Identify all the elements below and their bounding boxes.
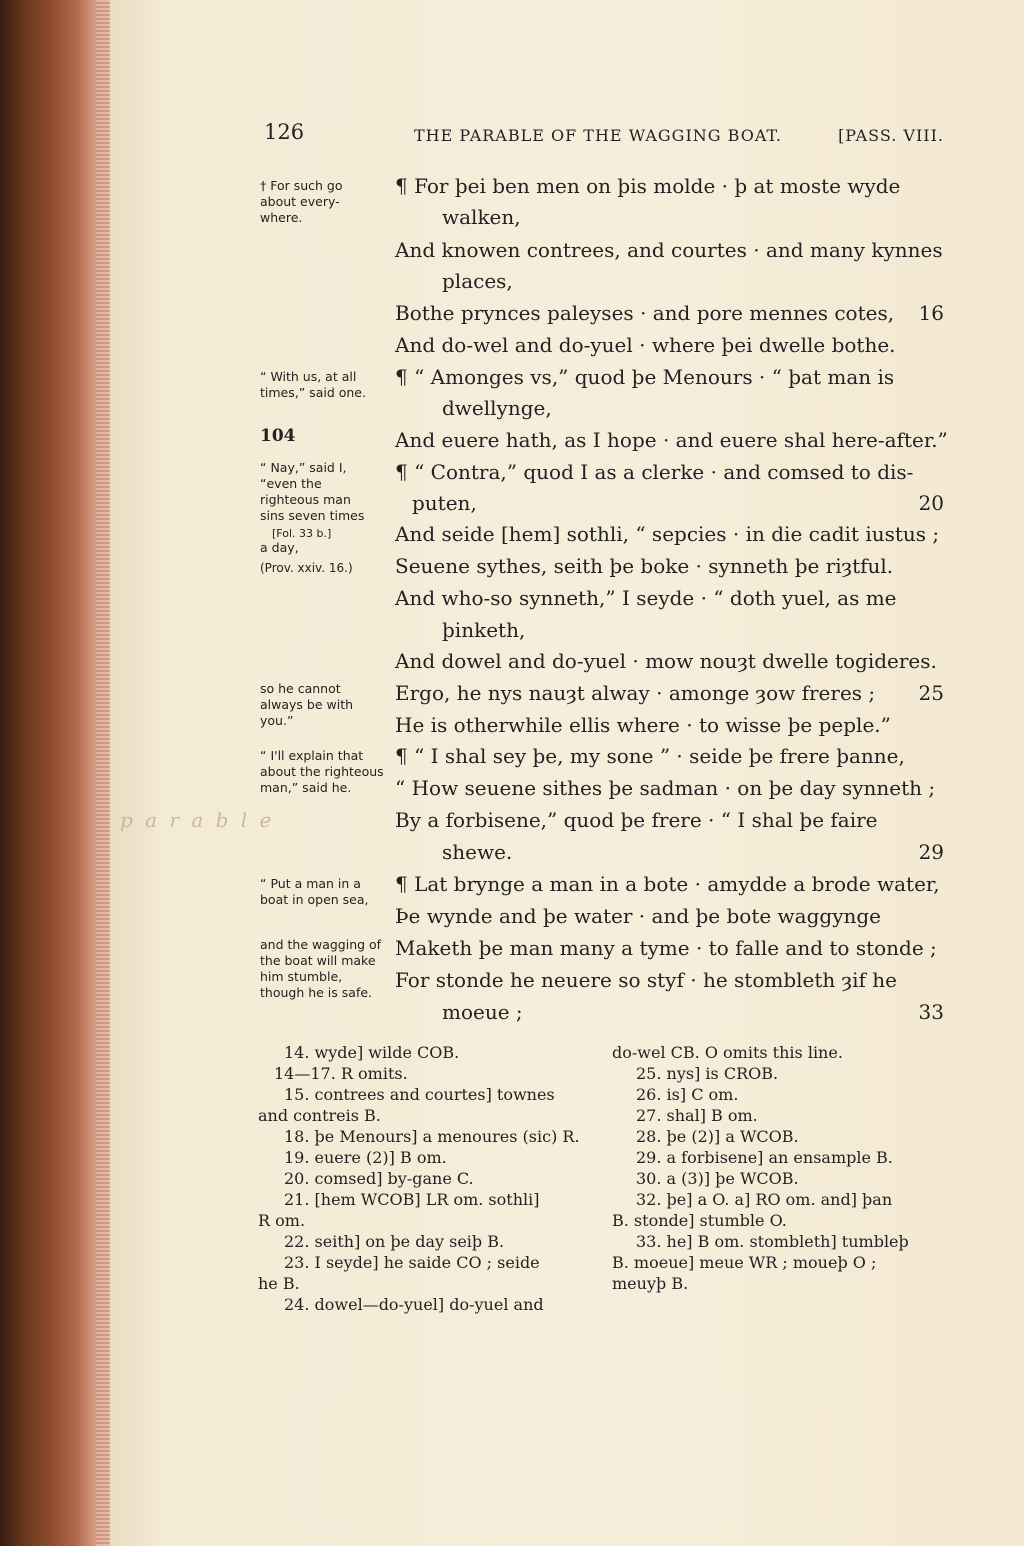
line-number: 16 xyxy=(918,301,944,325)
line-number: 20 xyxy=(918,491,944,515)
note-line: 33. he] B om. stombleth] tumbleþ xyxy=(636,1232,909,1251)
note-line: 21. [hem WCOB] LR om. sothli] xyxy=(284,1190,540,1209)
verse-line: Ergo, he nys nauȝt alway · amonge ȝow freres ; xyxy=(395,681,876,705)
handwritten-marginalia: p a r a b l e xyxy=(120,808,275,832)
page-edges xyxy=(96,0,110,1546)
note-line: 32. þe] a O. a] RO om. and] þan xyxy=(636,1190,893,1209)
verse-line: shewe. xyxy=(442,840,513,864)
verse-line: For stonde he neuere so styf · he stombleth ȝif he xyxy=(395,968,897,992)
sidenote: “ With us, at all times,” said one. xyxy=(260,369,366,400)
note-line: B. stonde] stumble O. xyxy=(612,1211,787,1230)
note-line: 18. þe Menours] a menoures (sic) R. xyxy=(284,1127,580,1146)
verse-line: Maketh þe man many a tyme · to falle and to stonde ; xyxy=(395,936,937,960)
verse-line: walken, xyxy=(442,205,521,229)
sidenote-folio: [Fol. 33 b.] xyxy=(272,527,332,540)
verse-line: And dowel and do-yuel · mow nouȝt dwelle togideres. xyxy=(395,649,937,673)
verse-line: places, xyxy=(442,269,513,293)
verse-line: dwellynge, xyxy=(442,396,552,420)
note-line: 29. a forbisene] an ensample B. xyxy=(636,1148,893,1167)
note-line: 20. comsed] by-gane C. xyxy=(284,1169,474,1188)
verse-line: And who-so synneth,” I seyde · “ doth yuel, as me xyxy=(395,586,897,610)
note-line: 30. a (3)] þe WCOB. xyxy=(636,1169,799,1188)
sidenote: so he cannot always be with you.” xyxy=(260,681,354,728)
passage-label: [PASS. VIII. xyxy=(838,126,944,145)
running-title: THE PARABLE OF THE WAGGING BOAT. xyxy=(414,126,782,145)
verse-line: ¶ For þei ben men on þis molde · þ at moste wyde xyxy=(395,174,901,198)
page-number: 126 xyxy=(264,120,305,144)
verse-line: Seuene sythes, seith þe boke · synneth þe riȝtful. xyxy=(395,554,894,578)
line-number: 25 xyxy=(918,681,944,705)
note-line: do-wel CB. O omits this line. xyxy=(612,1043,843,1062)
note-line: 26. is] C om. xyxy=(636,1085,739,1104)
note-line: 19. euere (2)] B om. xyxy=(284,1148,447,1167)
verse-line: And euere hath, as I hope · and euere shal here-after.” xyxy=(395,428,948,452)
verse-line: ¶ “ Amonges vs,” quod þe Menours · “ þat man is xyxy=(395,365,895,389)
note-line: 14—17. R omits. xyxy=(274,1064,408,1083)
sidenote: “ Nay,” said I, “even the righteous man sins seven times xyxy=(260,460,365,523)
verse-line: Bothe prynces paleyses · and pore mennes cotes, xyxy=(395,301,895,325)
note-line: 22. seith] on þe day seiþ B. xyxy=(284,1232,505,1251)
verse-line: puten, xyxy=(412,491,477,515)
verse-line: And knowen contrees, and courtes · and many kynnes xyxy=(395,238,943,262)
note-line: R om. xyxy=(258,1211,306,1230)
note-line: 28. þe (2)] a WCOB. xyxy=(636,1127,799,1146)
note-line: B. moeue] meue WR ; moueþ O ; xyxy=(612,1253,877,1272)
sidenote: † For such go about every-where. xyxy=(260,178,343,225)
line-number: 29 xyxy=(918,840,944,864)
sidenote: and the wagging of the boat will make him stumble, though he is safe. xyxy=(260,937,382,1000)
verse-line: ¶ “ Contra,” quod I as a clerke · and comsed to dis- xyxy=(395,460,914,484)
sidenote: “ Put a man in a boat in open sea, xyxy=(260,876,369,907)
textual-notes-left xyxy=(258,1042,592,1315)
note-line: 15. contrees and courtes] townes xyxy=(284,1085,555,1104)
line-number: 33 xyxy=(918,1000,944,1024)
verse-line: By a forbisene,” quod þe frere · “ I shal þe faire xyxy=(395,808,878,832)
note-line: 25. nys] is CROB. xyxy=(636,1064,779,1083)
sidenote-number: 104 xyxy=(260,426,296,446)
note-line: and contreis B. xyxy=(258,1106,381,1125)
sidenote-reference: (Prov. xxiv. 16.) xyxy=(260,561,353,575)
verse-line: “ How seuene sithes þe sadman · on þe day synneth ; xyxy=(395,776,936,800)
note-line: 14. wyde] wilde COB. xyxy=(284,1043,460,1062)
sidenote: a day, xyxy=(260,540,299,555)
note-line: 23. I seyde] he saide CO ; seide xyxy=(284,1253,540,1272)
note-line: meuyþ B. xyxy=(612,1274,689,1293)
verse-line: moeue ; xyxy=(442,1000,523,1024)
sidenote: “ I'll explain that about the righteous man,” said he. xyxy=(260,748,384,795)
note-line: 24. dowel—do-yuel] do-yuel and xyxy=(284,1295,544,1314)
running-header xyxy=(264,120,944,154)
note-line: 27. shal] B om. xyxy=(636,1106,758,1125)
note-line: he B. xyxy=(258,1274,300,1293)
verse-line: ¶ “ I shal sey þe, my sone ” · seide þe frere þanne, xyxy=(395,744,905,768)
verse-line: And seide [hem] sothli, “ sepcies · in die cadit iustus ; xyxy=(395,522,940,546)
verse-line: þinketh, xyxy=(442,618,526,642)
textual-notes-right xyxy=(612,1042,952,1294)
verse-line: And do-wel and do-yuel · where þei dwelle bothe. xyxy=(395,333,896,357)
book-spine xyxy=(0,0,108,1546)
verse-line: Þe wynde and þe water · and þe bote waggynge xyxy=(395,904,882,928)
verse-line: He is otherwhile ellis where · to wisse þe peple.” xyxy=(395,713,891,737)
verse-line: ¶ Lat brynge a man in a bote · amydde a brode water, xyxy=(395,872,940,896)
